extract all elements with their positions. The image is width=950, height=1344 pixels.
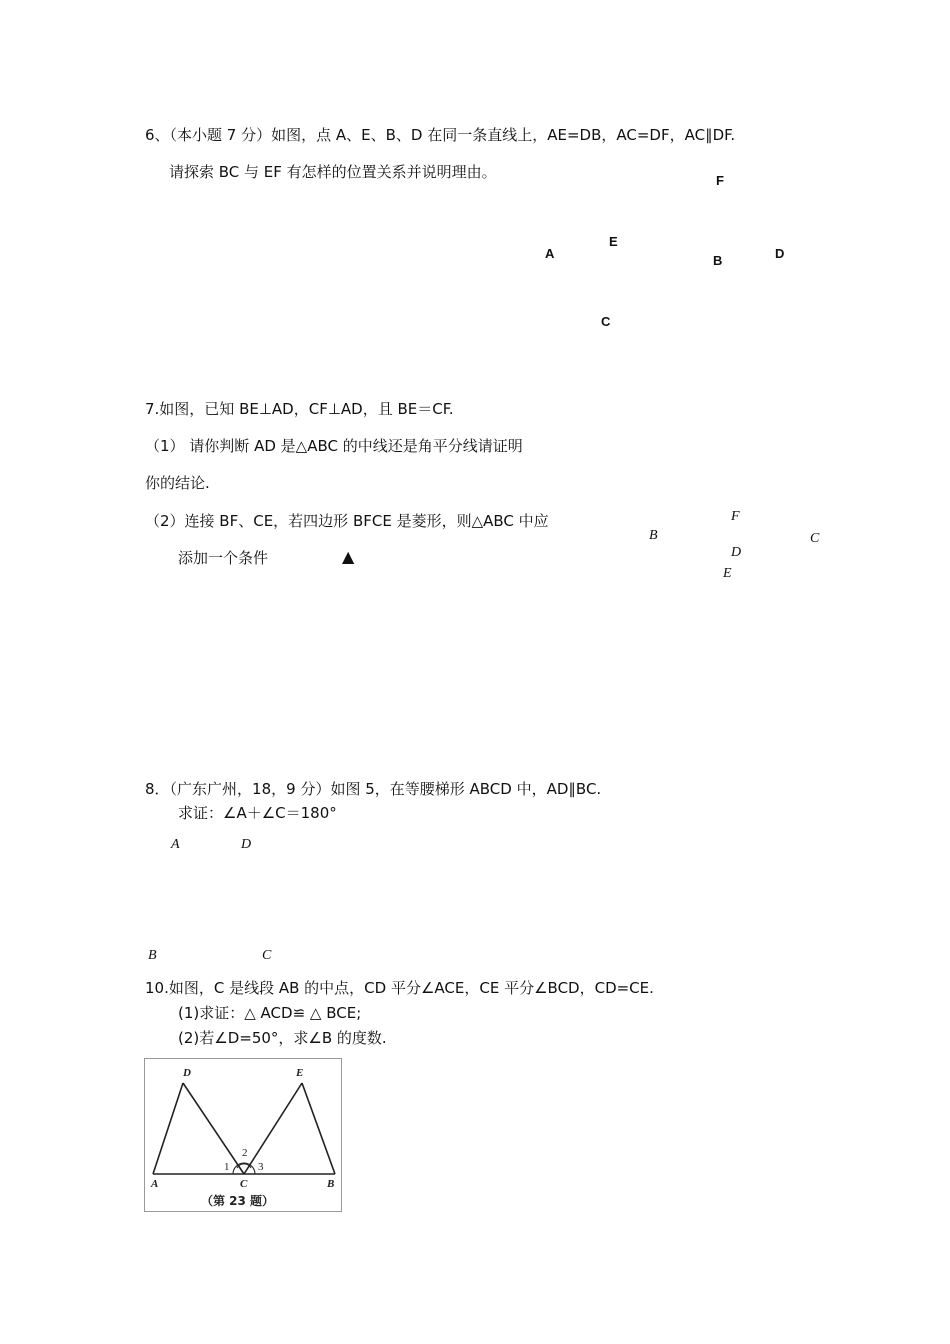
q7-line-4: （2）连接 BF、CE，若四边形 BFCE 是菱形，则△ABC 中应 bbox=[145, 512, 549, 530]
q6-label-A: A bbox=[545, 246, 555, 261]
q7-line-2: （1） 请你判断 AD 是△ABC 的中线还是角平分线请证明 bbox=[145, 437, 523, 455]
q8-line-2: 求证：∠A＋∠C＝180° bbox=[178, 804, 337, 822]
q8-label-B: B bbox=[148, 948, 157, 963]
segment-CE bbox=[244, 1083, 302, 1174]
fig-label-A: A bbox=[151, 1178, 159, 1190]
q6-label-C: C bbox=[601, 314, 611, 329]
q10-line-3: (2)若∠D=50°，求∠B 的度数. bbox=[178, 1029, 387, 1047]
angle-label-1: 1 bbox=[224, 1161, 230, 1173]
q6-label-B: B bbox=[713, 253, 723, 268]
fig-label-B: B bbox=[327, 1178, 335, 1190]
segment-AD bbox=[153, 1083, 183, 1174]
q10-line-2: (1)求证：△ ACD≌ △ BCE; bbox=[178, 1004, 362, 1022]
q8-label-A: A bbox=[171, 837, 180, 852]
segment-EB bbox=[302, 1083, 335, 1174]
q7-line-1: 7.如图，已知 BE⊥AD，CF⊥AD，且 BE＝CF. bbox=[145, 400, 454, 418]
q7-label-C: C bbox=[810, 531, 820, 546]
q10-line-1: 10.如图，C 是线段 AB 的中点，CD 平分∠ACE，CE 平分∠BCD，CD=CE. bbox=[145, 979, 654, 997]
q7-label-D: D bbox=[731, 545, 742, 560]
q8-label-C: C bbox=[262, 948, 272, 963]
fig-label-E: E bbox=[296, 1067, 304, 1079]
angle-arc bbox=[233, 1163, 255, 1174]
angle-label-3: 3 bbox=[258, 1161, 264, 1173]
q7-label-B: B bbox=[649, 528, 658, 543]
angle-label-2: 2 bbox=[242, 1147, 248, 1159]
segment-DC bbox=[183, 1083, 244, 1174]
q7-label-F: F bbox=[731, 509, 740, 524]
q6-label-F: F bbox=[716, 173, 724, 188]
answer-blank-marker: ▲ bbox=[342, 547, 355, 566]
q6-line-2: 请探索 BC 与 EF 有怎样的位置关系并说明理由。 bbox=[169, 163, 497, 181]
triangle-figure bbox=[144, 1058, 342, 1212]
q6-label-E: E bbox=[609, 234, 618, 249]
q6-label-D: D bbox=[775, 246, 785, 261]
fig-label-C: C bbox=[240, 1178, 248, 1190]
q8-label-D: D bbox=[241, 837, 252, 852]
q8-line-1: 8．（广东广州，18，9 分）如图 5，在等腰梯形 ABCD 中，AD∥BC. bbox=[145, 780, 602, 798]
q7-line-3: 你的结论. bbox=[145, 474, 210, 492]
q7-label-E: E bbox=[723, 566, 732, 581]
fig-label-D: D bbox=[183, 1067, 191, 1079]
triangle-figure-svg bbox=[145, 1059, 341, 1211]
q7-line-5: 添加一个条件 bbox=[178, 549, 269, 567]
figure-caption: （第 23 题） bbox=[201, 1194, 275, 1208]
q6-line-1: 6、（本小题 7 分）如图，点 A、E、B、D 在同一条直线上，AE=DB，AC=DF，AC∥DF. bbox=[145, 126, 736, 144]
